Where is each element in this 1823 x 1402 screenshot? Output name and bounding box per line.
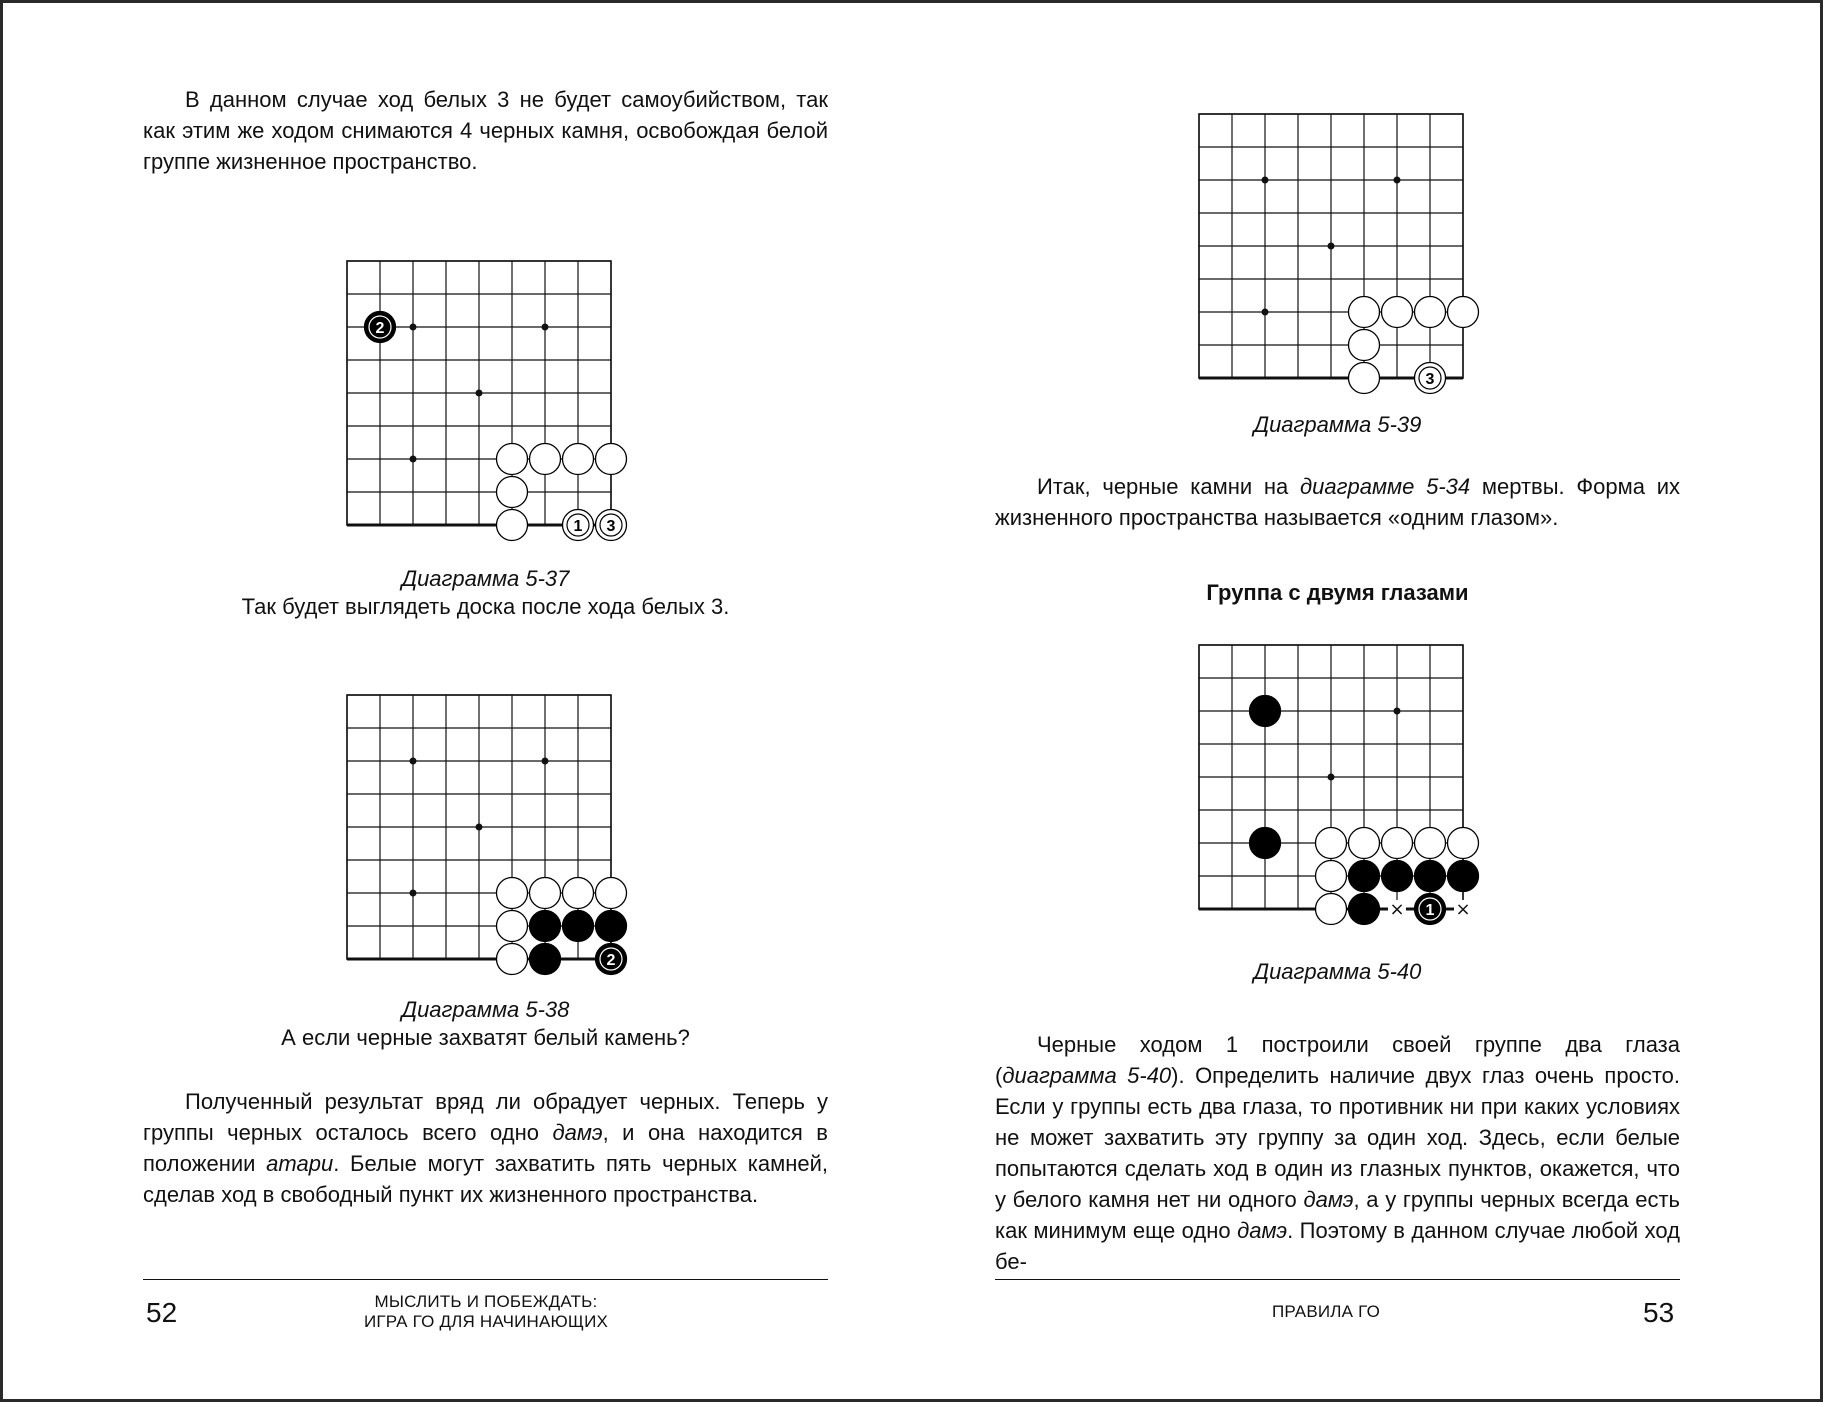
paragraph-two-eyes-explained (995, 1029, 1680, 1277)
diagram-subtitle: А если черные захватят белый камень? (281, 1025, 690, 1050)
page-number-left: 52 (146, 1297, 178, 1328)
text-run: , а у группы черных всегда есть как минимум еще одно (995, 1187, 1681, 1243)
white-stone (497, 444, 528, 475)
white-stone (497, 878, 528, 909)
black-stone (1250, 696, 1281, 727)
diagram-subtitle: Так будет выглядеть доска после хода белых 3. (241, 594, 730, 619)
star-point (410, 758, 417, 765)
text-run: Итак, черные камни на (1037, 474, 1300, 499)
paragraph-one-eye (995, 471, 1680, 533)
white-stone (596, 444, 627, 475)
star-point (1394, 177, 1401, 184)
italic-term: дамэ (1237, 1218, 1288, 1243)
text-run: , и она находится в положении (143, 1120, 828, 1176)
italic-term: диаграмма 5-40 (1002, 1063, 1172, 1088)
white-stone (1349, 297, 1380, 328)
stone-move-number: 1 (1425, 902, 1435, 919)
white-stone (497, 477, 528, 508)
white-stone (497, 911, 528, 942)
go-board-diagram-5-37 (332, 246, 632, 546)
go-board-diagram-5-40 (1184, 630, 1484, 930)
star-point (542, 758, 549, 765)
stone-move-number: 2 (606, 952, 616, 969)
black-stone (1349, 861, 1380, 892)
go-board-diagram-5-39 (1184, 99, 1484, 399)
star-point (1262, 309, 1269, 316)
star-point (476, 390, 483, 397)
white-stone (1448, 828, 1479, 859)
white-stone (1316, 828, 1347, 859)
white-stone (1349, 363, 1380, 394)
running-head-line1: МЫСЛИТЬ И ПОБЕЖДАТЬ: (374, 1292, 598, 1311)
footer-rule-right (995, 1279, 1680, 1280)
star-point (1262, 177, 1269, 184)
black-stone (1250, 828, 1281, 859)
white-stone (563, 878, 594, 909)
section-heading-two-eyes: Группа с двумя глазами (1206, 580, 1469, 605)
text-run: мертвы. Форма их жизненного пространства называется «одним глазом». (995, 474, 1680, 530)
caption-diagram-5-40 (995, 958, 1680, 986)
black-stone (1349, 894, 1380, 925)
star-point (542, 324, 549, 331)
stone-move-number: 2 (375, 320, 385, 337)
white-stone (497, 510, 528, 541)
white-stone (1415, 828, 1446, 859)
white-stone (530, 444, 561, 475)
caption-diagram-5-37 (143, 565, 828, 621)
star-point (1394, 708, 1401, 715)
black-stone (1382, 861, 1413, 892)
diagram-title: Диаграмма 5-38 (401, 997, 570, 1022)
text-run: . Белые могут захватить пять черных камней, сделав ход в свободный пункт их жизненного пространства. (143, 1151, 828, 1207)
text-run: В данном случае ход белых 3 не будет самоубийством, так как этим же ходом снимаются 4 черных камня, освобождая белой группе жизненное пространство. (143, 87, 828, 174)
white-stone (1415, 297, 1446, 328)
white-stone (1316, 894, 1347, 925)
black-stone (530, 944, 561, 975)
text-run: . Поэтому в данном случае любой ход бе- (995, 1218, 1680, 1274)
caption-diagram-5-39 (995, 411, 1680, 439)
white-stone (1382, 828, 1413, 859)
white-stone (563, 444, 594, 475)
star-point (1328, 774, 1335, 781)
white-stone (1448, 297, 1479, 328)
star-point (476, 824, 483, 831)
white-stone (497, 944, 528, 975)
black-stone (530, 911, 561, 942)
page-number-right: 53 (1643, 1297, 1675, 1328)
italic-term: дамэ (552, 1120, 603, 1145)
stone-move-number: 3 (606, 518, 616, 535)
running-head-line2: ИГРА ГО ДЛЯ НАЧИНАЮЩИХ (363, 1312, 609, 1331)
black-stone (1415, 861, 1446, 892)
black-stone (1448, 861, 1479, 892)
paragraph-black-in-atari (143, 1086, 828, 1210)
text-run: Черные ходом 1 построили своей группе два глаза ( (995, 1032, 1680, 1088)
star-point (410, 890, 417, 897)
text-run: Полученный результат вряд ли обрадует черных. Теперь у группы черных осталось всего одно (143, 1089, 828, 1145)
diagram-title: Диаграмма 5-39 (1253, 412, 1422, 437)
white-stone (596, 878, 627, 909)
paragraph-captured-stones (143, 84, 828, 177)
point-mark-x: × (1455, 899, 1471, 920)
white-stone (1382, 297, 1413, 328)
diagram-title: Диаграмма 5-37 (401, 566, 570, 591)
white-stone (1349, 330, 1380, 361)
running-head-right: ПРАВИЛА ГО (1271, 1302, 1380, 1321)
go-board-diagram-5-38 (332, 680, 632, 980)
italic-term: диаграмме 5-34 (1300, 474, 1471, 499)
text-run: ). Определить наличие двух глаз очень просто. Если у группы есть два глаза, то противник ни при каких условиях не может захватить эту группу за один ход. Здесь, если белые попытаются сделать ход в один из глазных пунктов, окажется, что у белого камня нет ни одного (995, 1063, 1680, 1212)
white-stone (530, 878, 561, 909)
italic-term: дамэ (1303, 1187, 1354, 1212)
footer-rule-left (143, 1279, 828, 1280)
running-head-left (326, 1292, 646, 1332)
black-stone (596, 911, 627, 942)
star-point (1328, 243, 1335, 250)
italic-term: атари (266, 1151, 334, 1176)
white-stone (1316, 861, 1347, 892)
caption-diagram-5-38 (143, 996, 828, 1052)
white-stone (1349, 828, 1380, 859)
star-point (410, 324, 417, 331)
stone-move-number: 3 (1425, 371, 1435, 388)
point-mark-x: × (1389, 899, 1405, 920)
star-point (410, 456, 417, 463)
black-stone (563, 911, 594, 942)
stone-move-number: 1 (573, 518, 583, 535)
diagram-title: Диаграмма 5-40 (1253, 959, 1422, 984)
